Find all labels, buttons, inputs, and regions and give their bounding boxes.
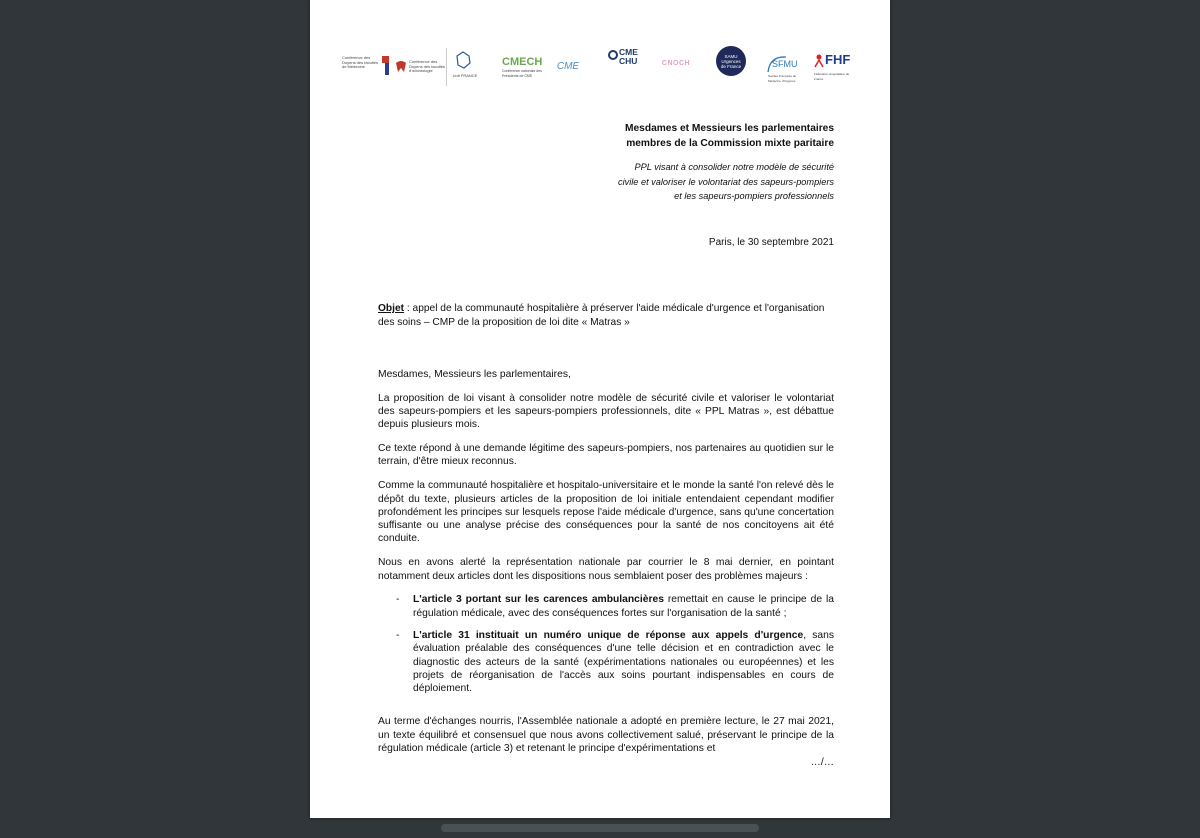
cme-script-text: CME <box>556 60 580 72</box>
paragraph-5: Au terme d'échanges nourris, l'Assemblée nationale a adopté en première lecture, le 27 mai 2021, un texte équilibré et consensuel que nous avons collectivement salué, préservant le principe de la régulation médicale (article 3) et retenant le principe d'expérimentations et <box>378 716 834 755</box>
paragraph-3: Comme la communauté hospitalière et hospitalo-universitaire et le monde la santé l'on relevé dès le dépôt du texte, plusieurs articles de la proposition de loi initiale entendaient cependant modifier profondément les principes sur lesquels repose l'aide médicale d'urgence, sans qu'une concertation suffisante ou une analyse précise des conséquences pour la santé de nos concitoyens ait été conduite. <box>378 480 834 545</box>
partner-logos <box>342 46 862 88</box>
continued-marker: …/… <box>810 756 834 768</box>
article-31-text: , sans évaluation préalable des conséquences d'une telle décision et en contradiction avec le diagnostic des acteurs de la santé (expérimentations nationales ou européennes) et les projets de réorganisation de l'accès aux soins pourtant indispensables en cours de déploiement. <box>413 629 834 695</box>
odontologie-logo-text: Conférence des Doyens des facultés d'odontologie <box>409 59 446 73</box>
samu-logo <box>716 46 746 76</box>
article-3-text: remettait en cause le principe de la régulation médicale, avec des conséquences fortes sur l'organisation de la santé ; <box>413 594 834 619</box>
horizontal-scrollbar[interactable] <box>441 824 759 832</box>
paragraph-4: Nous en avons alerté la représentation nationale par courrier le 8 mai dernier, en pointant notamment deux articles dont les dispositions nous semblaient poser des problèmes majeurs : <box>378 557 834 582</box>
odontologie-logo <box>394 58 446 80</box>
articles-list <box>378 593 834 695</box>
letter-body <box>378 368 834 769</box>
recipient-line-1: Mesdames et Messieurs les parlementaires <box>625 123 834 134</box>
doyens-medecine-logo <box>342 54 394 78</box>
cnoch-text: CNOCH <box>661 59 691 67</box>
list-dash: - <box>396 594 400 606</box>
samu-text: SAMU Urgences de France <box>720 53 742 69</box>
article-3-title: L'article 3 portant sur les carences ambulancières <box>413 594 664 606</box>
fhf-subtitle: Fédération Hospitalière de France <box>814 72 850 81</box>
paragraph-1: La proposition de loi visant à consolider notre modèle de sécurité civile et valoriser le volontariat des sapeurs-pompiers et les sapeurs-pompiers professionnels, dite « PPL Matras », est débattue depuis plusieurs mois. <box>378 392 834 431</box>
paragraph-2: Ce texte répond à une demande légitime des sapeurs-pompiers, nos partenaires au quotidien sur le terrain, d'être mieux reconnus. <box>378 443 834 468</box>
cnoch-logo <box>658 56 694 70</box>
cme-script-logo <box>552 56 584 76</box>
cmech-logo-text: CMECH <box>502 56 543 68</box>
cmech-subtitle: Conférence nationale des Présidents de CME <box>502 69 542 78</box>
france-map-icon <box>453 50 473 70</box>
list-dash: - <box>396 629 400 641</box>
ppl-reference: PPL visant à consolider notre modèle de sécurité civile et valoriser le volontariat des sapeurs-pompiers et les sapeurs-pompiers professionnels <box>617 162 834 201</box>
list-item <box>378 629 834 695</box>
recipient-line-2: membres de la Commission mixte paritaire <box>626 138 834 149</box>
article-31-title: L'article 31 instituait un numéro unique de réponse aux appels d'urgence <box>413 629 804 641</box>
recipient-block <box>625 121 834 151</box>
objet-text: : appel de la communauté hospitalière à préserver l'aide médicale d'urgence et l'organisation des soins – CMP de la proposition de loi dite « Matras » <box>378 303 825 328</box>
tooth-icon <box>394 60 408 74</box>
sfmu-subtitle: Société Française de Médecine d'Urgence <box>768 74 797 83</box>
cme-chu-text: CME CHU <box>619 47 638 66</box>
sfmu-logo <box>766 54 806 83</box>
cme-chu-emblem-icon <box>608 50 618 60</box>
letter-date: Paris, le 30 septembre 2021 <box>708 237 834 248</box>
fhf-figure-icon <box>814 54 824 68</box>
objet-line <box>378 302 834 329</box>
doyens-logo-text: Conférence des Doyens des facultés de Médecine <box>342 55 379 69</box>
objet-label: Objet <box>378 303 405 314</box>
cme-chu-logo <box>608 48 652 78</box>
cmech-logo <box>502 54 546 80</box>
unit-france-logo <box>446 48 479 86</box>
fhf-text: FHF <box>825 52 851 67</box>
unit-france-text: Unit FRANCE <box>452 73 478 78</box>
list-item <box>378 593 834 620</box>
sfmu-text: SFMU <box>772 59 798 69</box>
fhf-logo <box>814 52 856 80</box>
salutation: Mesdames, Messieurs les parlementaires, <box>378 369 571 380</box>
document-page <box>310 0 890 818</box>
